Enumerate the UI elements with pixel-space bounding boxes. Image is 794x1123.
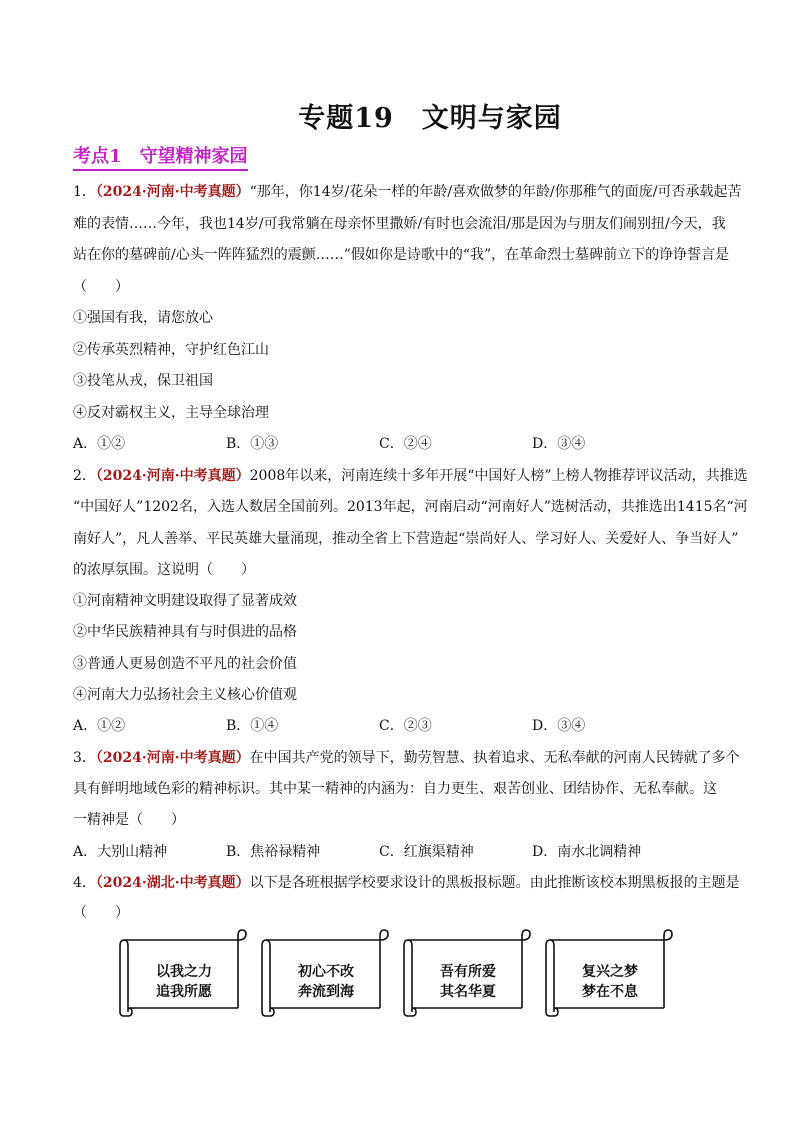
- question-1-item-1: ①强国有我，请您放心: [73, 310, 213, 326]
- question-4-number: 4．: [73, 875, 96, 891]
- scroll-1: [118, 928, 250, 1018]
- question-1-option-b: B．①③: [226, 436, 279, 452]
- scroll-3-line-2: 其名华夏: [440, 984, 496, 1000]
- question-3-option-b: B．焦裕禄精神: [226, 844, 321, 860]
- question-4-text-1: 以下是各班根据学校要求设计的黑板报标题。由此推断该校本期黑板报的主题是: [249, 875, 740, 891]
- question-4-line-1: [73, 873, 740, 893]
- question-2-option-d: D．③④: [532, 718, 586, 734]
- question-2-item-4: ④河南大力弘扬社会主义核心价值观: [73, 687, 297, 703]
- question-2-item-1: ①河南精神文明建设取得了显著成效: [73, 593, 297, 609]
- question-3-option-d: D．南水北调精神: [532, 844, 642, 860]
- question-2-number: 2．: [73, 468, 96, 484]
- scroll-1-line-1: 以我之力: [156, 964, 212, 980]
- scroll-2-text: [270, 962, 382, 1002]
- question-1-line-4: （ ）: [73, 279, 129, 295]
- scroll-3-text: [412, 962, 524, 1002]
- question-1-line-1: [73, 182, 741, 202]
- question-2-line-2: “中国好人”1202名，入选人数居全国前列。2013年起，河南启动“河南好人”选树活动，共推选出1415名“河: [73, 499, 748, 515]
- scroll-4: [544, 928, 676, 1018]
- question-1-item-3: ③投笔从戎，保卫祖国: [73, 373, 213, 389]
- question-2-line-1: [73, 466, 748, 486]
- question-1-line-3: 站在你的墓碑前/心头一阵阵猛烈的震颤……”假如你是诗歌中的“我”，在革命烈士墓碑前立下的诤诤誓言是: [73, 247, 730, 263]
- question-3-line-1: [73, 748, 740, 768]
- scroll-2-line-2: 奔流到海: [298, 984, 354, 1000]
- question-1-option-a: A．①②: [73, 436, 126, 452]
- question-1-source: （2024·河南·中考真题）: [95, 184, 250, 200]
- question-3-option-c: C．红旗渠精神: [379, 844, 474, 860]
- question-3-option-a: A．大别山精神: [73, 844, 168, 860]
- question-3-text-1: 在中国共产党的领导下，勤劳智慧、执着追求、无私奉献的河南人民铸就了多个: [249, 750, 740, 766]
- scroll-4-text: [554, 962, 666, 1002]
- scroll-4-line-1: 复兴之梦: [582, 964, 638, 980]
- question-4-source: （2024·湖北·中考真题）: [95, 875, 250, 891]
- question-1-number: 1．: [73, 184, 96, 200]
- blackboard-title-scrolls: [118, 928, 678, 1018]
- section-heading: 考点1 守望精神家园: [73, 146, 248, 171]
- question-2-line-4: 的浓厚氛围。这说明（ ）: [73, 562, 255, 578]
- scroll-3-line-1: 吾有所爱: [440, 964, 496, 980]
- scroll-2: [260, 928, 392, 1018]
- question-2-item-2: ②中华民族精神具有与时俱进的品格: [73, 624, 297, 640]
- question-2-line-3: 南好人”，凡人善举、平民英雄大量涌现，推动全省上下营造起“崇尚好人、学习好人、关爱好人、争当好人”: [73, 531, 739, 547]
- question-1-item-2: ②传承英烈精神，守护红色江山: [73, 342, 269, 358]
- scroll-4-line-2: 梦在不息: [582, 984, 638, 1000]
- scroll-1-text: [128, 962, 240, 1002]
- question-1-text-1: “那年，你14岁/花朵一样的年龄/喜欢做梦的年龄/你那稚气的面庞/可否承载起苦: [249, 184, 742, 200]
- scroll-1-line-2: 追我所愿: [156, 984, 212, 1000]
- question-2-source: （2024·河南·中考真题）: [95, 468, 250, 484]
- question-1-option-c: C．②④: [379, 436, 432, 452]
- question-1-line-2: 难的表情……今年，我也14岁/可我常躺在母亲怀里撒娇/有时也会流泪/那是因为与朋友们闹别扭/今天，我: [73, 216, 726, 232]
- question-1-option-d: D．③④: [532, 436, 586, 452]
- question-2-option-c: C．②③: [379, 718, 432, 734]
- question-1-item-4: ④反对霸权主义，主导全球治理: [73, 405, 269, 421]
- question-3-source: （2024·河南·中考真题）: [95, 750, 250, 766]
- question-3-number: 3．: [73, 750, 96, 766]
- question-4-line-2: （ ）: [73, 905, 129, 921]
- question-3-line-3: 一精神是（ ）: [73, 812, 185, 828]
- scroll-3: [402, 928, 534, 1018]
- question-2-option-a: A．①②: [73, 718, 126, 734]
- question-2-option-b: B．①④: [226, 718, 279, 734]
- question-2-item-3: ③普通人更易创造不平凡的社会价值: [73, 656, 297, 672]
- scroll-2-line-1: 初心不改: [298, 964, 354, 980]
- page-title: 专题19 文明与家园: [298, 103, 562, 134]
- question-3-line-2: 具有鲜明地域色彩的精神标识。其中某一精神的内涵为：自力更生、艰苦创业、团结协作、无私奉献。这: [73, 781, 717, 797]
- question-2-text-1: 2008年以来，河南连续十多年开展“中国好人榜”上榜人物推荐评议活动，共推选: [249, 468, 748, 484]
